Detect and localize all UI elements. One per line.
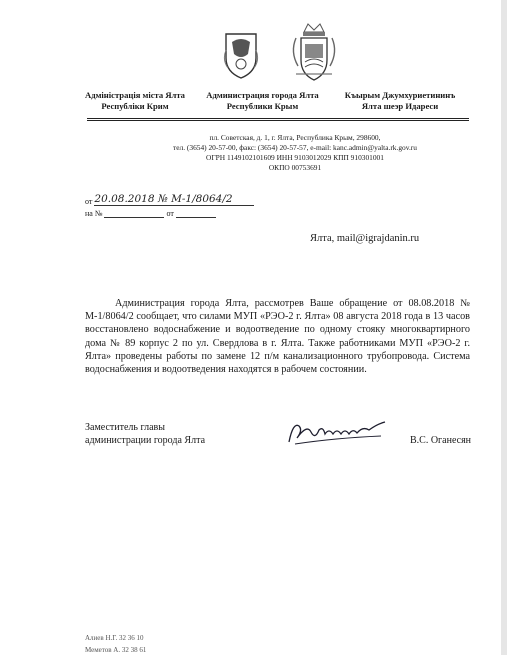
page-edge <box>501 0 507 655</box>
signatory-name: В.С. Оганесян <box>410 435 472 446</box>
reference-from <box>85 193 254 206</box>
header-rule-bottom <box>87 120 469 121</box>
handwritten-signature-icon <box>285 418 390 448</box>
executor-line2: Меметов А. 32 38 61 <box>85 646 147 654</box>
crimea-emblem-icon <box>222 30 260 80</box>
header-center-line2: Республики Крым <box>226 101 299 111</box>
reference-to <box>85 209 216 218</box>
signatory-title-line2: администрации города Ялта <box>85 434 206 446</box>
reference-to-date-line <box>176 217 216 218</box>
letter-body-text: Администрация города Ялта, рассмотрев Ваше обращение от 08.08.2018 № М-1/8064/2 сообщает, что силами МУП «РЭО-2 г. Ялта» 08 августа 2018 года в 13 часов восстановлено водоснабжение и водоотведение по одному стояку многоквартирного дома № 89 корпус 2 по ул. Свердлова в г. Ялта. Также работниками МУП «РЭО-2 г. Ялта» проведены работы по замене 12 п/м канализационного трубопровода. Система водоснабжения и водоотведения находятся в рабочем состоянии. <box>85 298 470 376</box>
reference-from-value: 20.08.2018 № М-1/8064/2 <box>94 193 254 206</box>
letter-body <box>85 297 470 376</box>
executor-line1: Алиев Н.Г. 32 36 10 <box>85 634 144 642</box>
signatory-title <box>85 422 205 447</box>
header-center-line1: Администрация города Ялта <box>206 90 319 100</box>
header-left <box>70 90 200 112</box>
header-right <box>330 90 470 112</box>
reference-to-number-line <box>104 217 164 218</box>
reference-from-label: от <box>85 197 93 206</box>
recipient: Ялта, mail@igrajdanin.ru <box>310 233 420 244</box>
reference-to-label: на № <box>85 209 103 218</box>
header-center <box>195 90 330 112</box>
contact-phone: тел. (3654) 20-57-00, факс: (3654) 20-57-57, e-mail: kanc.admin@yalta.rk.gov.ru <box>173 143 417 152</box>
contact-ids: ОГРН 1149102101609 ИНН 9103012029 КПП 910301001 <box>206 153 384 162</box>
executor-footer <box>85 632 146 656</box>
reference-to-date-label: от <box>166 209 174 218</box>
signatory-title-line1: Заместитель главы <box>85 422 165 433</box>
contact-block <box>160 133 430 173</box>
contact-okpo: ОКПО 00753691 <box>268 163 322 172</box>
header-right-line2: Ялта шеэр Идареси <box>361 101 439 111</box>
header-left-line1: Адміністрація міста Ялта <box>85 90 185 100</box>
yalta-emblem-icon <box>288 22 340 84</box>
header-rule-top <box>87 118 469 119</box>
header-right-line1: Къырым Джумхуриетининъ <box>344 90 456 100</box>
contact-address: пл. Советская, д. 1, г. Ялта, Республика Крым, 298600, <box>209 133 381 142</box>
header-left-line2: Республіки Крим <box>101 101 169 111</box>
